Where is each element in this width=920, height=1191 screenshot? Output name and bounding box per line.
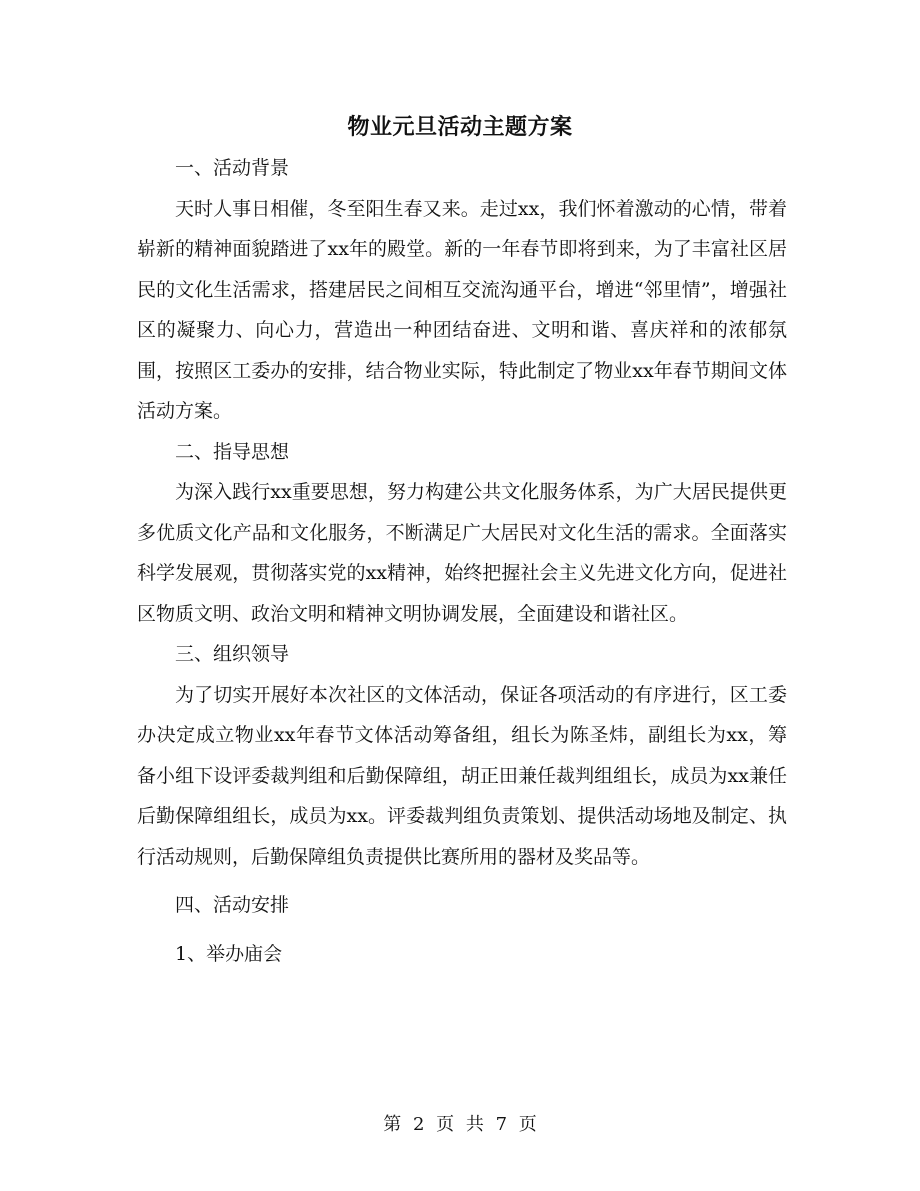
- document-body: [137, 148, 787, 974]
- section-heading-organization: 三、组织领导: [175, 643, 290, 665]
- paragraph-guiding-thought: 为深入践行xx重要思想，努力构建公共文化服务体系，为广大居民提供更多优质文化产品和文化服务，不断满足广大居民对文化生活的需求。全面落实科学发展观，贯彻落实党的xx精神，始终把握社会主义先进文化方向，促进社区物质文明、政治文明和精神文明协调发展，全面建设和谐社区。: [137, 481, 787, 625]
- page-number-footer: 第 2 页 共 7 页: [383, 1114, 537, 1135]
- section-heading-arrangement: 四、活动安排: [175, 894, 290, 916]
- document-title: 物业元旦活动主题方案: [347, 114, 573, 140]
- paragraph-background: 天时人事日相催，冬至阳生春又来。走过xx，我们怀着激动的心情，带着崭新的精神面貌踏进了xx年的殿堂。新的一年春节即将到来，为了丰富社区居民的文化生活需求，搭建居民之间相互交流沟通平台，增进“邻里情”，增强社区的凝聚力、向心力，营造出一种团结奋进、文明和谐、喜庆祥和的浓郁氛围，按照区工委办的安排，结合物业实际，特此制定了物业xx年春节期间文体活动方案。: [137, 197, 787, 422]
- section-heading-guiding-thought: 二、指导思想: [175, 440, 290, 463]
- section-heading-background: 一、活动背景: [175, 157, 290, 179]
- subsection-heading-temple-fair: 1、举办庙会: [175, 942, 283, 965]
- paragraph-organization: 为了切实开展好本次社区的文体活动，保证各项活动的有序进行，区工委办决定成立物业xx年春节文体活动筹备组，组长为陈圣炜，副组长为xx，筹备小组下设评委裁判组和后勤保障组，胡正田兼任裁判组组长，成员为xx兼任后勤保障组组长，成员为xx。评委裁判组负责策划、提供活动场地及制定、执行活动规则，后勤保障组负责提供比赛所用的器材及奖品等。: [137, 683, 787, 868]
